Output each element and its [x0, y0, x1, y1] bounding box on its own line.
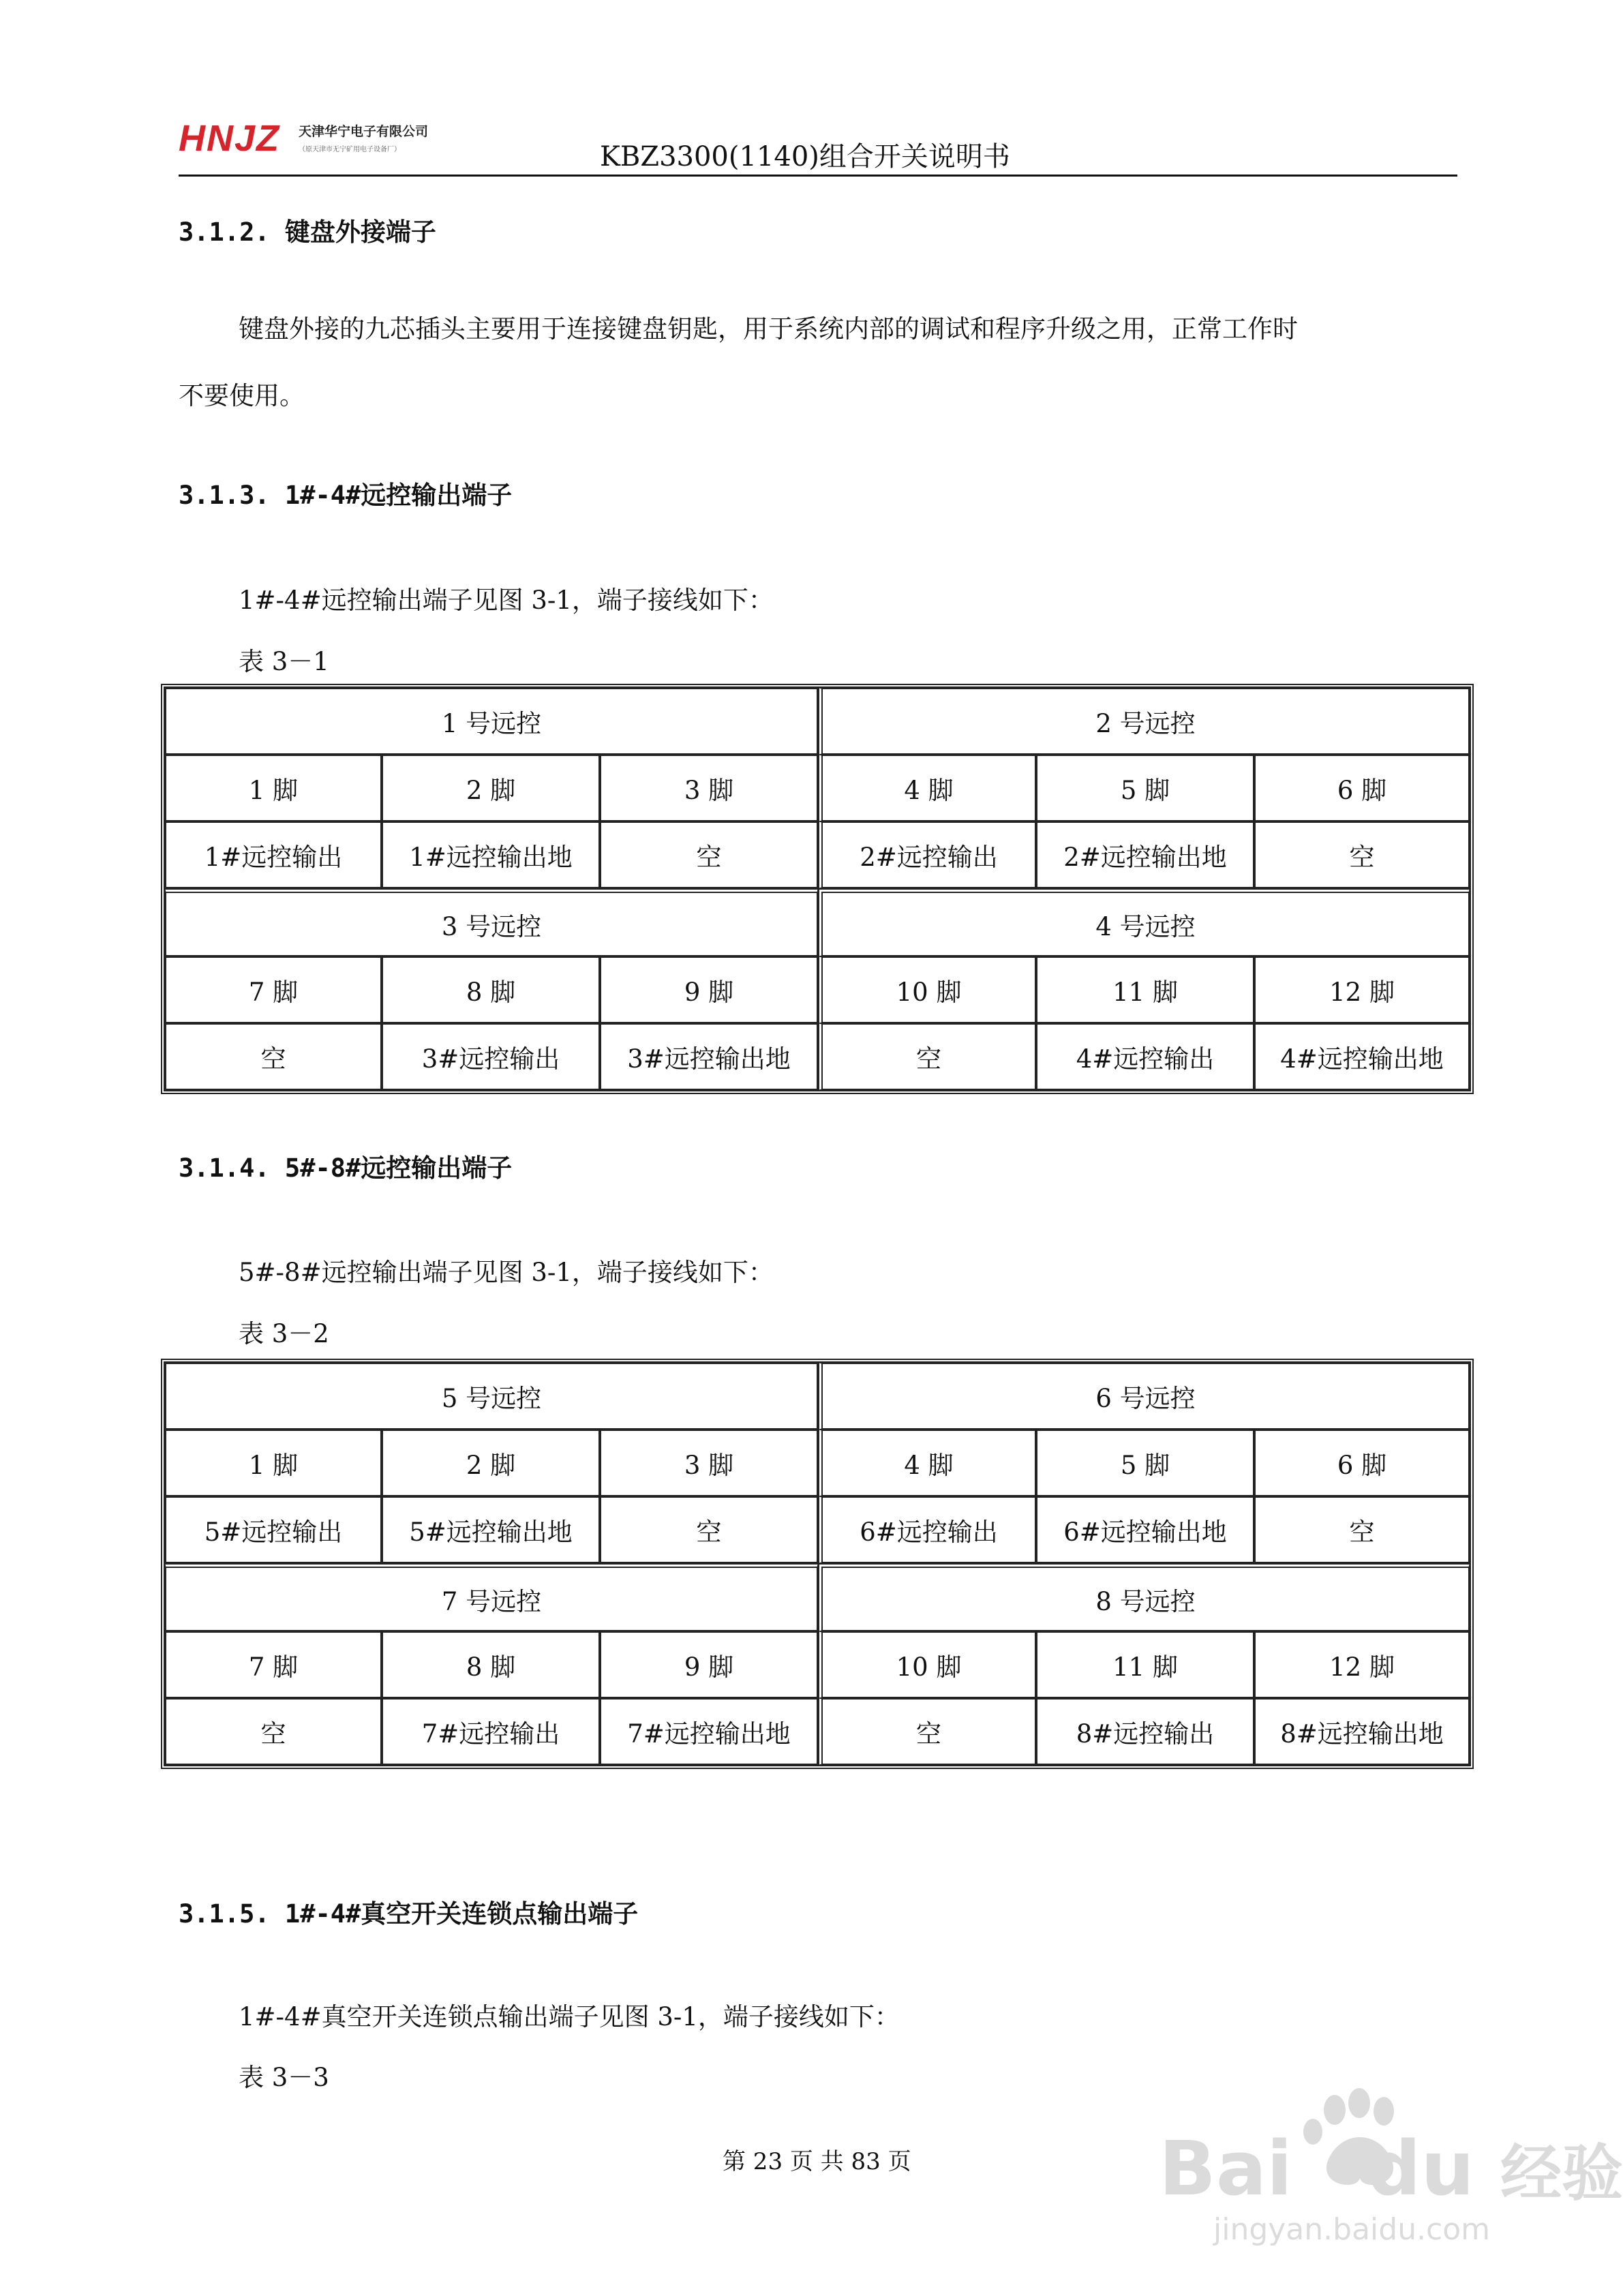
signal-cell: 空 [165, 1698, 382, 1765]
signal-cell: 5#远控输出 [165, 1496, 382, 1563]
signal-cell: 2#远控输出 [818, 821, 1036, 888]
pin-cell: 2 脚 [382, 1430, 600, 1496]
signal-cell: 空 [165, 1023, 382, 1090]
section-heading-3-1-3: 3.1.3. 1#-4#远控输出端子 [179, 481, 513, 510]
pin-cell: 3 脚 [600, 1430, 818, 1496]
pin-cell: 10 脚 [818, 956, 1036, 1023]
group-title: 7 号远控 [165, 1563, 818, 1631]
group-title: 2 号远控 [818, 688, 1470, 755]
group-title: 6 号远控 [818, 1363, 1470, 1430]
signal-cell: 1#远控输出 [165, 821, 382, 888]
header-divider [179, 175, 1457, 177]
signal-cell: 空 [600, 821, 818, 888]
pin-cell: 10 脚 [818, 1631, 1036, 1698]
group-title: 4 号远控 [818, 888, 1470, 956]
signal-cell: 7#远控输出 [382, 1698, 600, 1765]
pin-cell: 6 脚 [1254, 755, 1470, 821]
signal-cell: 空 [1254, 1496, 1470, 1563]
pin-cell: 8 脚 [382, 1631, 600, 1698]
section-intro: 5#-8#远控输出端子见图 3-1，端子接线如下： [239, 1258, 774, 1287]
group-title: 5 号远控 [165, 1363, 818, 1430]
signal-cell: 空 [1254, 821, 1470, 888]
pin-cell: 4 脚 [818, 755, 1036, 821]
signal-cell: 3#远控输出地 [600, 1023, 818, 1090]
section-heading-3-1-2: 3.1.2. 键盘外接端子 [179, 217, 436, 247]
pin-cell: 12 脚 [1254, 1631, 1470, 1698]
signal-cell: 1#远控输出地 [382, 821, 600, 888]
section-intro: 1#-4#远控输出端子见图 3-1，端子接线如下： [239, 586, 774, 615]
pin-cell: 11 脚 [1036, 956, 1254, 1023]
signal-cell: 5#远控输出地 [382, 1496, 600, 1563]
signal-cell: 6#远控输出地 [1036, 1496, 1254, 1563]
pin-cell: 7 脚 [165, 1631, 382, 1698]
signal-cell: 7#远控输出地 [600, 1698, 818, 1765]
pin-cell: 11 脚 [1036, 1631, 1254, 1698]
page-number: 第 23 页 共 83 页 [723, 2148, 911, 2175]
pin-cell: 9 脚 [600, 956, 818, 1023]
signal-cell: 空 [600, 1496, 818, 1563]
pin-cell: 5 脚 [1036, 755, 1254, 821]
company-name: 天津华宁电子有限公司 [299, 124, 429, 139]
group-title: 8 号远控 [818, 1563, 1470, 1631]
logo-mark: HNJZ [179, 118, 281, 159]
pin-cell: 2 脚 [382, 755, 600, 821]
pin-cell: 5 脚 [1036, 1430, 1254, 1496]
pin-table-3-2 [161, 1359, 1474, 1769]
signal-cell: 3#远控输出 [382, 1023, 600, 1090]
signal-cell: 空 [818, 1023, 1036, 1090]
table-label: 表 3－1 [239, 647, 329, 676]
watermark-brand-2: du [1367, 2125, 1474, 2212]
watermark-url: jingyan.baidu.com [1213, 2212, 1491, 2247]
section-heading-3-1-4: 3.1.4. 5#-8#远控输出端子 [179, 1153, 513, 1183]
pin-cell: 6 脚 [1254, 1430, 1470, 1496]
table-label: 表 3－2 [239, 1319, 329, 1348]
pin-cell: 1 脚 [165, 755, 382, 821]
pin-cell: 3 脚 [600, 755, 818, 821]
pin-table-3-1 [161, 684, 1474, 1094]
paragraph-line: 不要使用。 [179, 381, 305, 410]
group-title: 1 号远控 [165, 688, 818, 755]
paragraph-line: 键盘外接的九芯插头主要用于连接键盘钥匙，用于系统内部的调试和程序升级之用，正常工作时 [239, 314, 1298, 344]
document-title: KBZ3300(1140)组合开关说明书 [600, 141, 1010, 172]
signal-cell: 空 [818, 1698, 1036, 1765]
company-subname: （原天津市无宁矿用电子设备厂） [299, 146, 401, 153]
company-logo [179, 120, 438, 158]
signal-cell: 8#远控输出 [1036, 1698, 1254, 1765]
table-label: 表 3－3 [239, 2063, 329, 2092]
signal-cell: 4#远控输出 [1036, 1023, 1254, 1090]
pin-cell: 7 脚 [165, 956, 382, 1023]
signal-cell: 4#远控输出地 [1254, 1023, 1470, 1090]
pin-cell: 8 脚 [382, 956, 600, 1023]
baidu-watermark [1159, 2083, 1623, 2247]
signal-cell: 8#远控输出地 [1254, 1698, 1470, 1765]
signal-cell: 6#远控输出 [818, 1496, 1036, 1563]
pin-cell: 12 脚 [1254, 956, 1470, 1023]
section-heading-3-1-5: 3.1.5. 1#-4#真空开关连锁点输出端子 [179, 1899, 639, 1929]
watermark-label: 经验 [1500, 2138, 1623, 2209]
pin-cell: 4 脚 [818, 1430, 1036, 1496]
group-title: 3 号远控 [165, 888, 818, 956]
signal-cell: 2#远控输出地 [1036, 821, 1254, 888]
section-intro: 1#-4#真空开关连锁点输出端子见图 3-1，端子接线如下： [239, 2002, 900, 2031]
pin-cell: 9 脚 [600, 1631, 818, 1698]
watermark-brand: Bai [1159, 2125, 1292, 2212]
pin-cell: 1 脚 [165, 1430, 382, 1496]
